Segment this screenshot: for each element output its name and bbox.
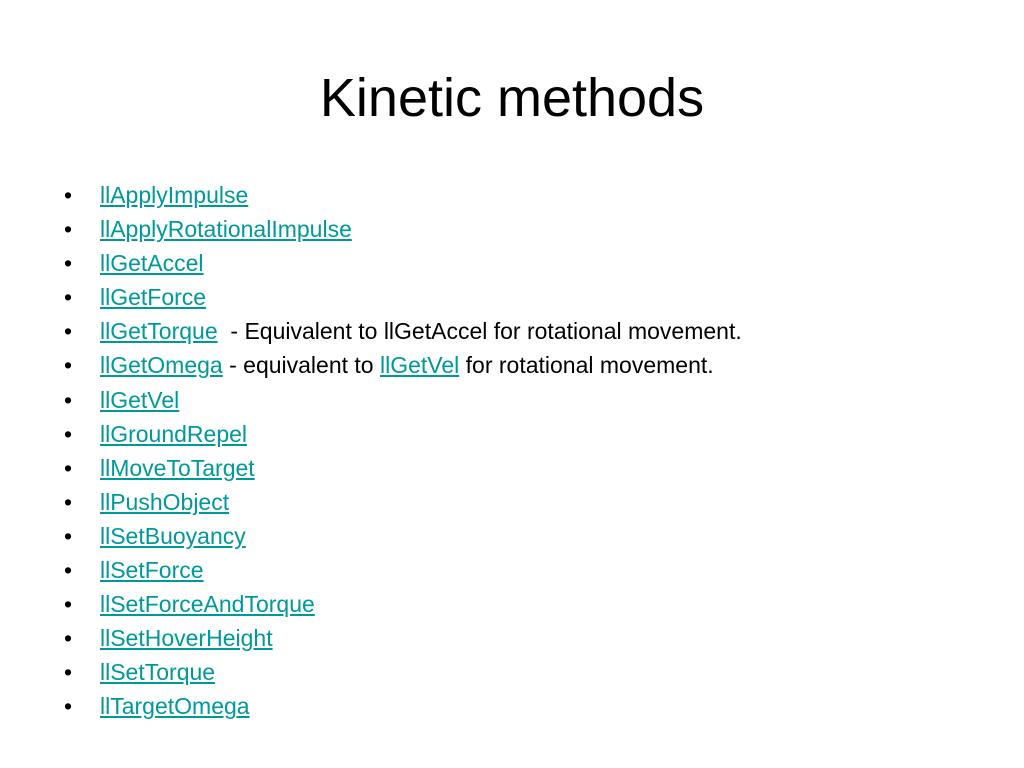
method-description: - Equivalent to llGetAccel for rotational movement.: [217, 318, 742, 345]
bullet-icon: •: [64, 420, 73, 447]
list-item: [64, 485, 742, 519]
method-link[interactable]: llSetForce: [100, 557, 204, 584]
list-item: [64, 621, 742, 655]
list-item: [64, 519, 742, 553]
list-item: [64, 553, 742, 587]
method-link[interactable]: llGroundRepel: [100, 420, 248, 447]
method-link[interactable]: llSetBuoyancy: [100, 522, 246, 549]
bullet-icon: •: [64, 284, 73, 311]
list-item: [64, 212, 742, 246]
bullet-icon: •: [64, 557, 73, 584]
bullet-icon: •: [64, 659, 73, 686]
method-link[interactable]: llPushObject: [100, 488, 230, 515]
bullet-icon: •: [64, 454, 73, 481]
method-link[interactable]: llApplyRotationalImpulse: [100, 216, 352, 243]
bullet-icon: •: [64, 693, 73, 720]
bullet-icon: •: [64, 182, 73, 208]
list-item: [64, 587, 742, 621]
method-link[interactable]: llApplyImpulse: [100, 182, 249, 208]
bullet-icon: •: [64, 386, 73, 413]
list-item: [64, 280, 742, 314]
list-item: [64, 655, 742, 689]
method-description: - equivalent to: [222, 352, 380, 379]
method-link[interactable]: llGetForce: [100, 284, 207, 311]
method-link[interactable]: llTargetOmega: [100, 693, 250, 720]
method-link[interactable]: llGetVel: [379, 352, 460, 379]
slide-title: Kinetic methods: [319, 68, 705, 128]
bullet-icon: •: [64, 250, 73, 277]
kinetic-methods-list: [64, 178, 742, 724]
method-link[interactable]: llSetHoverHeight: [100, 625, 273, 652]
bullet-icon: •: [64, 488, 73, 515]
list-item: [64, 451, 742, 485]
list-item: [64, 417, 742, 451]
list-item: [64, 178, 742, 212]
bullet-icon: •: [64, 522, 73, 549]
list-item: [64, 348, 742, 382]
method-link[interactable]: llSetForceAndTorque: [100, 591, 315, 618]
method-link[interactable]: llSetTorque: [100, 659, 216, 686]
list-item: [64, 689, 742, 723]
method-link[interactable]: llGetTorque: [100, 318, 218, 345]
list-item: [64, 246, 742, 280]
method-description: for rotational movement.: [459, 352, 714, 379]
method-link[interactable]: llGetOmega: [100, 352, 223, 379]
bullet-icon: •: [64, 352, 73, 379]
bullet-icon: •: [64, 216, 73, 243]
list-item: [64, 314, 742, 348]
bullet-icon: •: [64, 625, 73, 652]
bullet-icon: •: [64, 318, 73, 345]
method-link[interactable]: llMoveToTarget: [100, 454, 255, 481]
method-link[interactable]: llGetAccel: [100, 250, 204, 277]
list-item: [64, 383, 742, 417]
method-link[interactable]: llGetVel: [100, 386, 180, 413]
bullet-icon: •: [64, 591, 73, 618]
